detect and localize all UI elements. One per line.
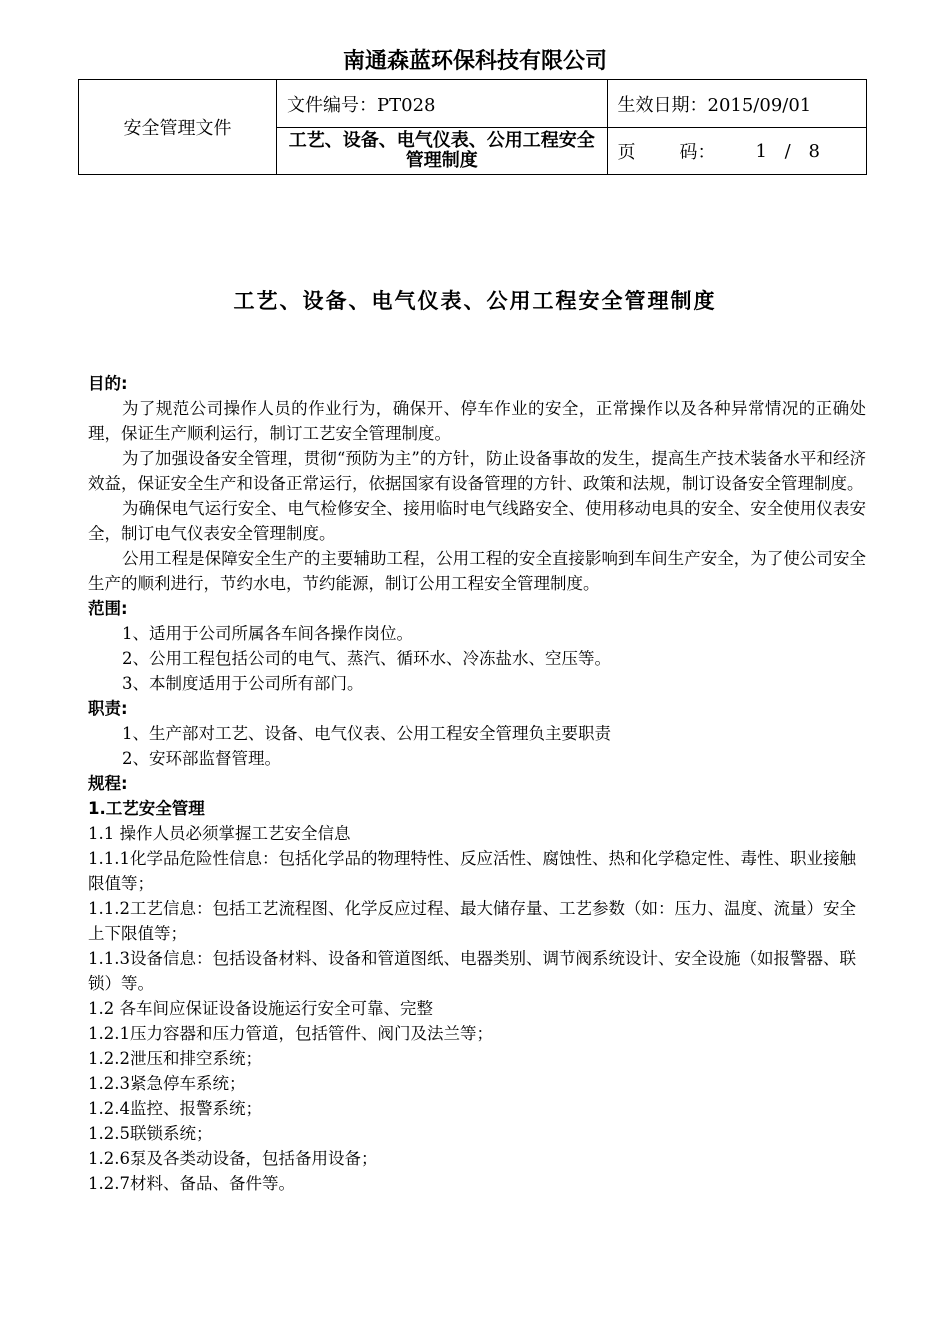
rules-line: 1.2.4监控、报警系统； xyxy=(88,1099,262,1118)
rules-line: 1.2.1压力容器和压力管道，包括管件、阀门及法兰等； xyxy=(88,1024,493,1043)
rules-line: 1.2.2泄压和排空系统； xyxy=(88,1049,262,1068)
duty-heading: 职责: xyxy=(88,699,128,718)
rules-line: 1.1.2工艺信息：包括工艺流程图、化学反应过程、最大储存量、工艺参数（如：压力、温度、流量）安全上下限值等； xyxy=(88,899,856,943)
purpose-paragraph: 公用工程是保障安全生产的主要辅助工程，公用工程的安全直接影响到车间生产安全，为了使公司安全生产的顺利进行，节约水电，节约能源，制订公用工程安全管理制度。 xyxy=(88,549,866,593)
rules-line: 1.1.1化学品危险性信息：包括化学品的物理特性、反应活性、腐蚀性、热和化学稳定性、毒性、职业接触限值等； xyxy=(88,849,856,893)
company-name: 南通森蓝环保科技有限公司 xyxy=(342,49,607,74)
rules-heading: 规程: xyxy=(88,774,128,793)
purpose-heading: 目的: xyxy=(88,374,128,393)
rules-line: 1.2.7材料、备品、备件等。 xyxy=(88,1174,295,1193)
rules-line: 1.2.5联锁系统； xyxy=(88,1124,213,1143)
effective-date-cell: 生效日期：2015/09/01 xyxy=(607,80,867,128)
doc-type-cell: 安全管理文件 xyxy=(79,80,277,175)
purpose-paragraph: 为了加强设备安全管理，贯彻“预防为主”的方针，防止设备事故的发生，提高生产技术装备水平和经济效益，保证安全生产和设备正常运行，依据国家有设备管理的方针、政策和法规，制订设备安全管理制度。 xyxy=(88,449,866,493)
rules-line: 1.2.6泵及各类动设备，包括备用设备； xyxy=(88,1149,378,1168)
doc-title-cell: 工艺、设备、电气仪表、公用工程安全管理制度 xyxy=(277,128,607,175)
purpose-paragraph: 为确保电气运行安全、电气检修安全、接用临时电气线路安全、使用移动电具的安全、安全使用仪表安全，制订电气仪表安全管理制度。 xyxy=(88,499,866,543)
document-body xyxy=(88,371,866,1196)
page-label-2: 码： xyxy=(679,142,716,163)
page-number: 1 / 8 xyxy=(755,140,826,162)
rules-line: 1.2.3紧急停车系统； xyxy=(88,1074,246,1093)
duty-item: 1、生产部对工艺、设备、电气仪表、公用工程安全管理负主要职责 xyxy=(122,724,611,743)
page-label-1: 页 xyxy=(617,142,636,163)
page-number-cell xyxy=(607,128,867,175)
rules-sub-heading: 1.工艺安全管理 xyxy=(88,799,205,818)
doc-number-cell: 文件编号：PT028 xyxy=(277,80,607,128)
scope-item: 3、本制度适用于公司所有部门。 xyxy=(122,674,364,693)
scope-item: 2、公用工程包括公司的电气、蒸汽、循环水、冷冻盐水、空压等。 xyxy=(122,649,611,668)
duty-item: 2、安环部监督管理。 xyxy=(122,749,281,768)
document-header-table xyxy=(78,79,867,175)
scope-item: 1、适用于公司所属各车间各操作岗位。 xyxy=(122,624,413,643)
rules-line: 1.2 各车间应保证设备设施运行安全可靠、完整 xyxy=(88,999,433,1018)
purpose-paragraph: 为了规范公司操作人员的作业行为，确保开、停车作业的安全，正常操作以及各种异常情况的正确处理，保证生产顺利运行，制订工艺安全管理制度。 xyxy=(88,399,866,443)
rules-line: 1.1 操作人员必须掌握工艺安全信息 xyxy=(88,824,351,843)
scope-heading: 范围: xyxy=(88,599,128,618)
rules-line: 1.1.3设备信息：包括设备材料、设备和管道图纸、电器类别、调节阀系统设计、安全设施（如报警器、联锁）等。 xyxy=(88,949,856,993)
document-title: 工艺、设备、电气仪表、公用工程安全管理制度 xyxy=(233,288,717,313)
